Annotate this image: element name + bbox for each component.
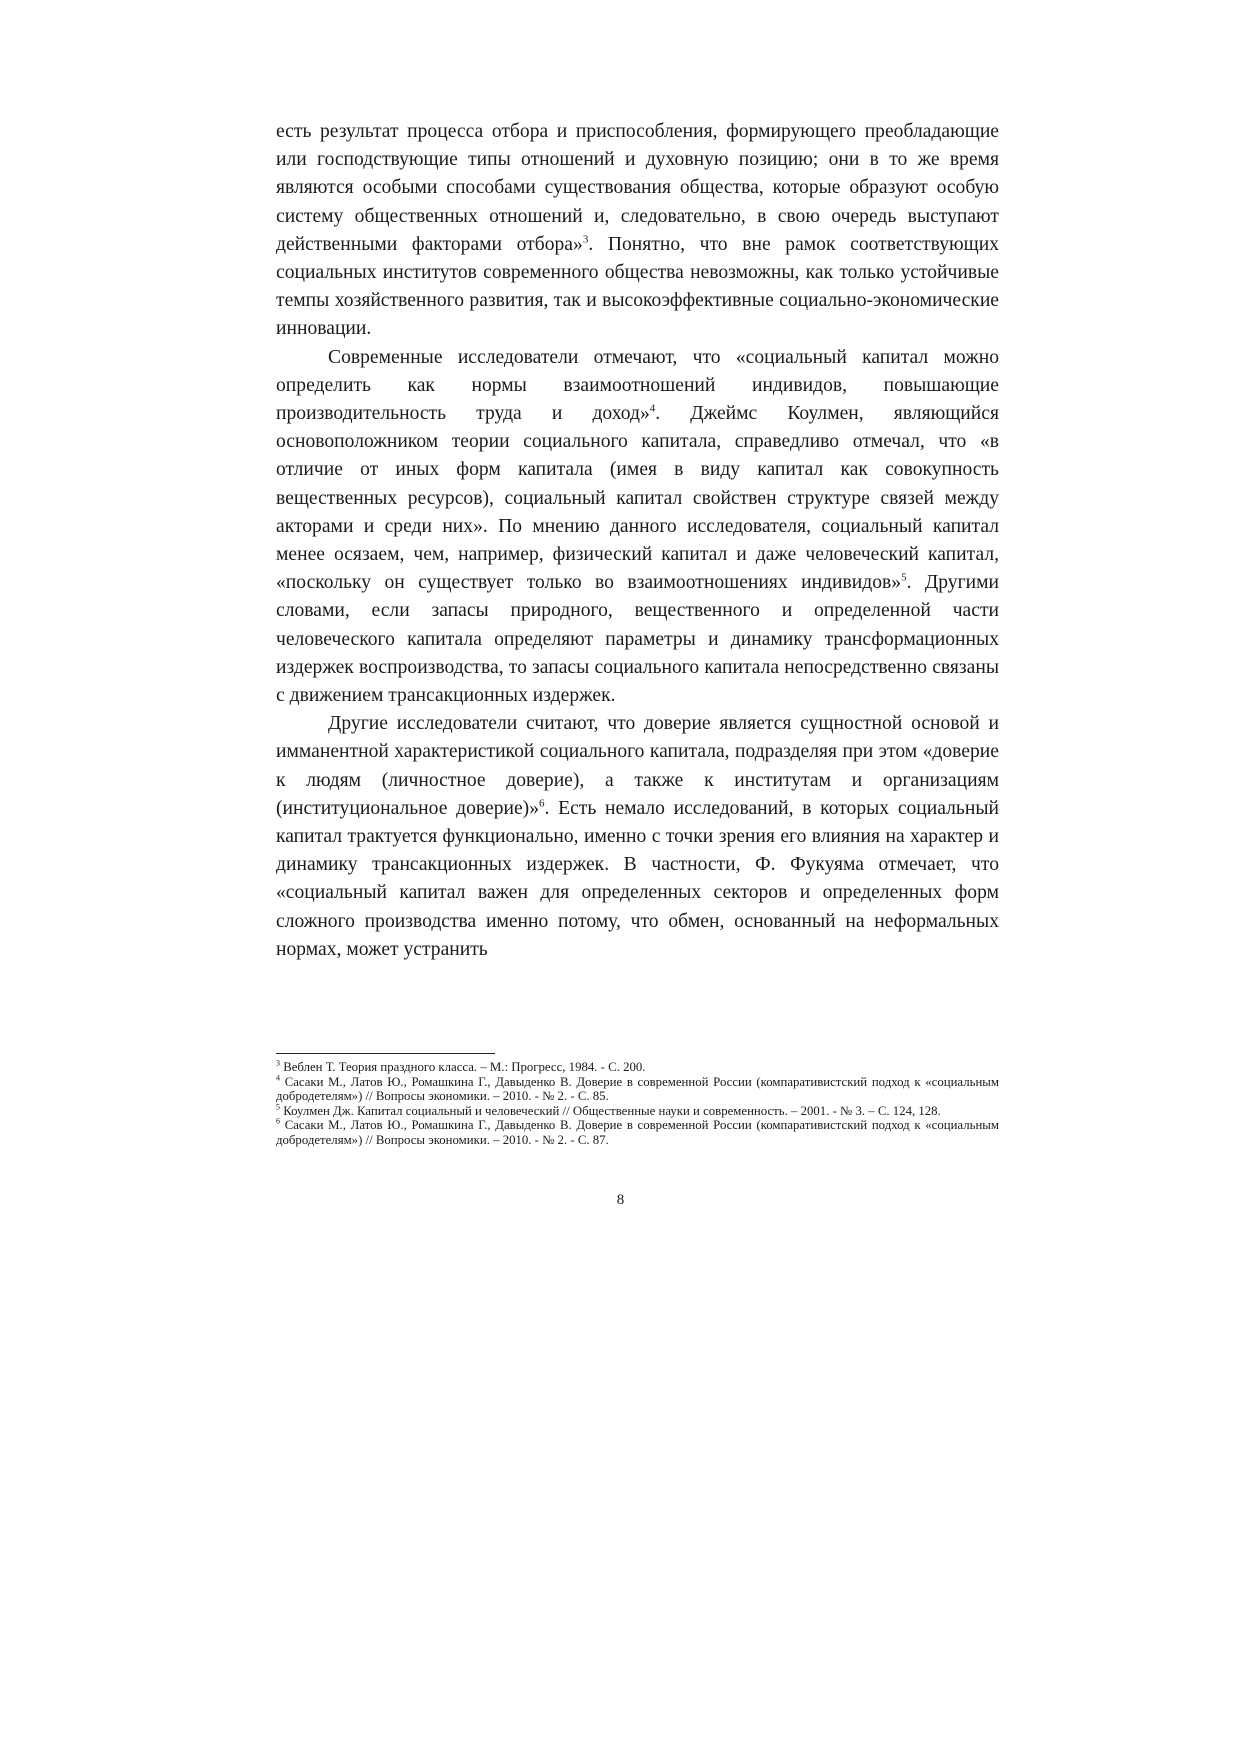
footnote-ref-4[interactable]: 4 <box>649 402 656 415</box>
paragraph-3: Другие исследователи считают, что доверие является сущностной основой и имманентной характеристикой социального капитала, подразделяя при этом «доверие к людям (личностное доверие), а также к институтам и организациям (институциональное доверие)»$^6$. Есть немало исследований, в которых социальный капитал трактуется функционально, именно с точки зрения его влияния на характер и динамику трансакционных издержек. В частности, Ф. Фукуяма отмечает, что «социальный капитал важен для определенных секторов и определенных форм сложного производства именно потому, что обмен, основанный на неформальных нормах, может устранить <box>276 713 999 960</box>
footnote-ref-5[interactable]: 5 <box>901 571 907 584</box>
footnote-6: $^6$ Сасаки М., Латов Ю., Ромашкина Г., Давыденко В. Доверие в современной России (компаративистский подход к «социальным добродетелям») // Вопросы экономики. – 2010. - № 2. - С. 87. <box>276 1117 999 1147</box>
footnote-3: $^3$ Веблен Т. Теория праздного класса. – М.: Прогресс, 1984. - С. 200. <box>276 1058 646 1074</box>
footnotes <box>276 1060 999 1148</box>
body-text <box>276 118 999 964</box>
paragraph-1: есть результат процесса отбора и приспособления, формирующего преобладающие или господствующие типы отношений и духовную позицию; они в то же время являются особыми способами существования общества, которые образуют особую систему общественных отношений и, следовательно, в свою очередь выступают действенными факторами отбора»$^3$. Понятно, что вне рамок соответствующих социальных институтов современного общества невозможны, как только устойчивые темпы хозяйственного развития, так и высокоэффективные социально-экономические инновации. <box>276 121 999 340</box>
page-number: 8 <box>616 1192 625 1208</box>
paragraph-2: Современные исследователи отмечают, что «социальный капитал можно определить как нормы взаимоотношений индивидов, повышающие производительность труда и доход»$^4$. Джеймс Коулмен, являющийся основоположником теории социального капитала, справедливо отмечал, что «в отличие от иных форм капитала (имея в виду капитал как совокупность вещественных ресурсов), социальный капитал свойствен структуре связей между акторами и среди них». По мнению данного исследователя, социальный капитал менее осязаем, чем, например, физический капитал и даже человеческий капитал, «поскольку он существует только во взаимоотношениях индивидов»$^5$. Другими словами, если запасы природного, вещественного и определенной части человеческого капитала определяют параметры и динамику трансформационных издержек воспроизводства, то запасы социального капитала непосредственно связаны с движением трансакционных издержек. <box>276 346 999 707</box>
footnote-4: $^4$ Сасаки М., Латов Ю., Ромашкина Г., Давыденко В. Доверие в современной России (компаративистский подход к «социальным добродетелям») // Вопросы экономики. – 2010. - № 2. - С. 85. <box>276 1073 999 1104</box>
footnote-ref-3[interactable]: 3 <box>582 233 589 246</box>
footnote-ref-6[interactable]: 6 <box>539 797 545 810</box>
footnote-5: $^5$ Коулмен Дж. Капитал социальный и человеческий // Общественные науки и современность. – 2001. - № 3. – С. 124, 128. <box>276 1102 941 1118</box>
footnote-separator <box>276 1053 495 1054</box>
